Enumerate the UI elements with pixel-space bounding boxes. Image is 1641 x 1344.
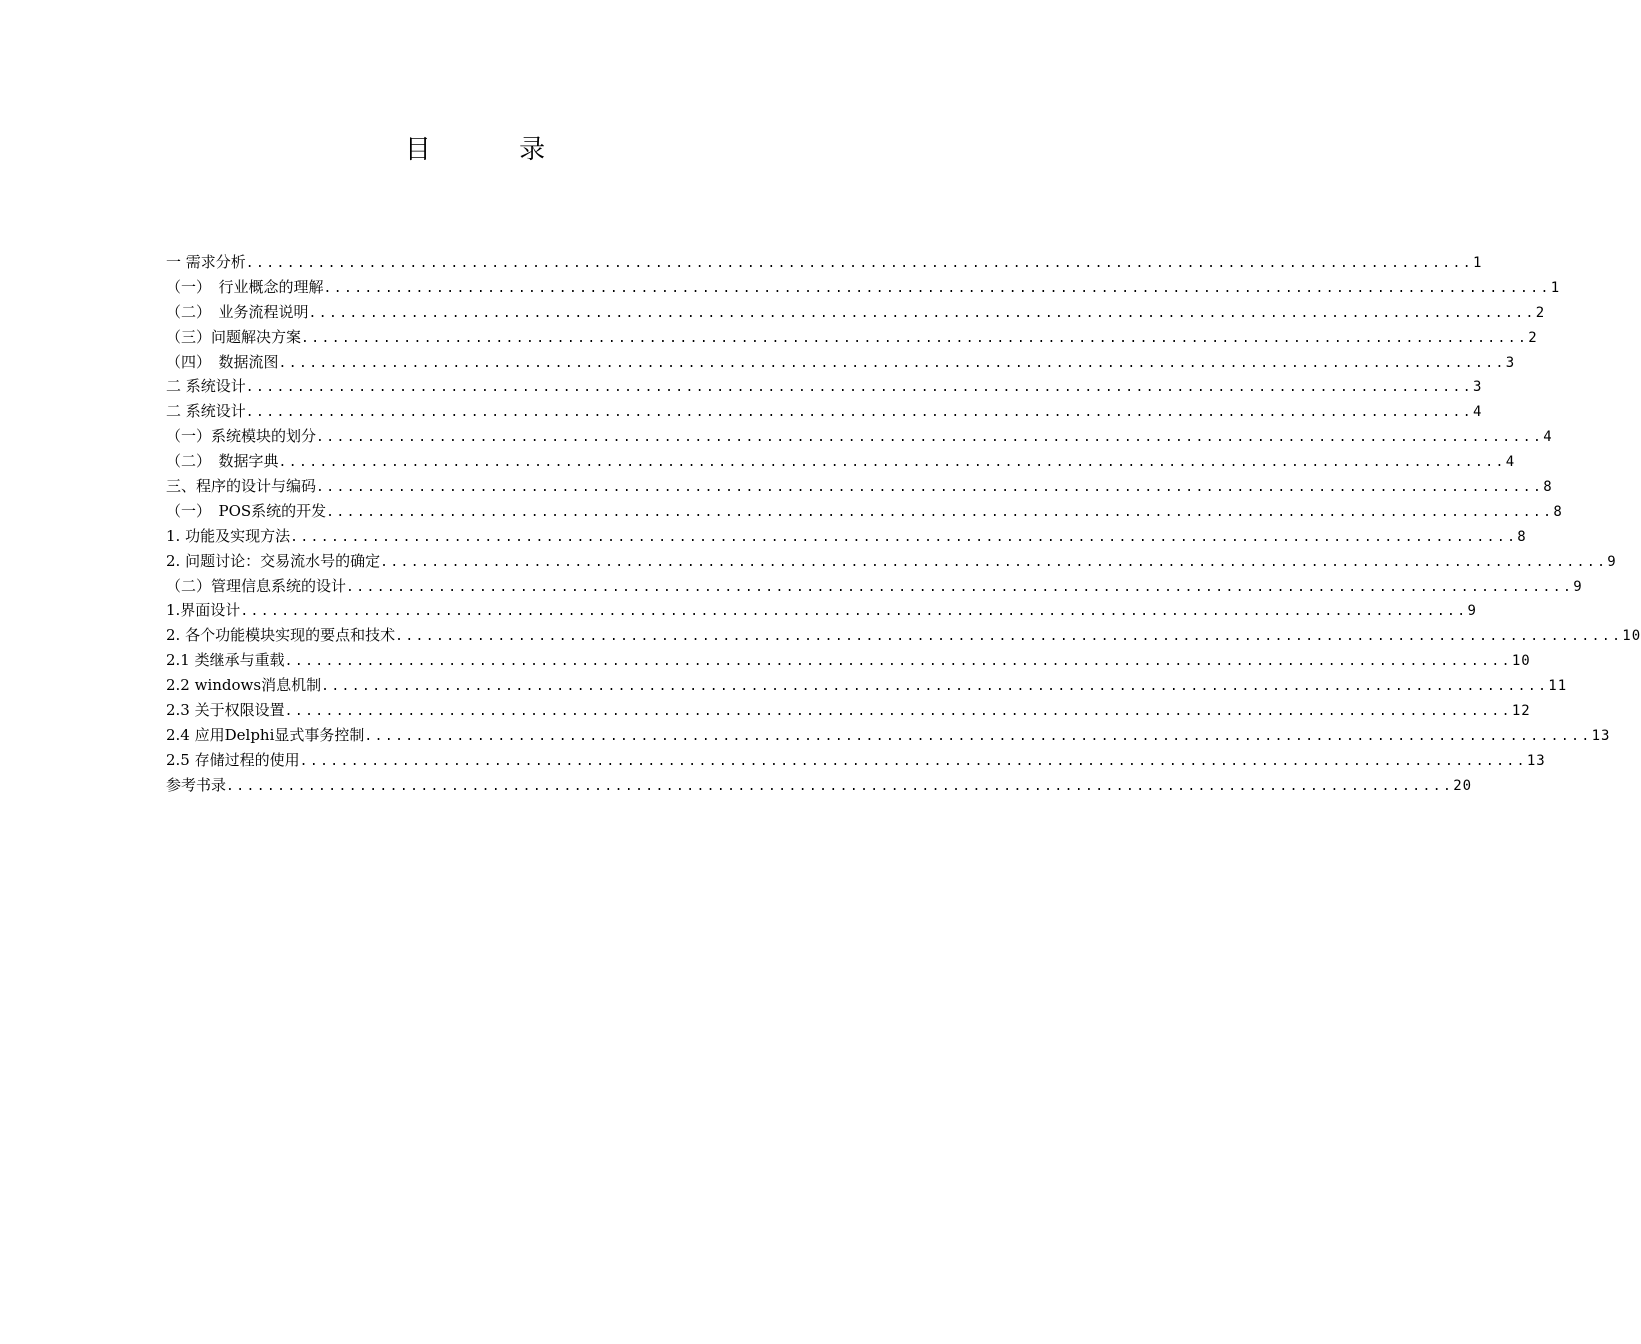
toc-entry-text: 二 系统设计 bbox=[166, 377, 246, 396]
toc-entry[interactable] bbox=[166, 474, 1553, 499]
toc-entry-text: 二 系统设计 bbox=[166, 402, 246, 421]
toc-entry-page-number: 2 bbox=[1535, 304, 1546, 321]
toc-leader-dots: ........................................................................................................................ bbox=[226, 778, 1454, 794]
toc-entry[interactable] bbox=[166, 449, 1516, 474]
toc-leader-dots: ........................................................................................................................ bbox=[321, 679, 1549, 695]
toc-entry-page-number: 13 bbox=[1591, 727, 1611, 744]
toc-entry[interactable] bbox=[166, 399, 1483, 424]
toc-leader-dots: ........................................................................................................................ bbox=[316, 480, 1544, 496]
toc-entry-page-number: 13 bbox=[1526, 752, 1546, 769]
toc-entry-text: 一 需求分析 bbox=[166, 253, 246, 271]
toc-leader-dots: ........................................................................................................................ bbox=[346, 579, 1574, 595]
toc-entry-text: 2.2 windows消息机制 bbox=[166, 676, 322, 695]
toc-leader-dots: ........................................................................................................................ bbox=[245, 405, 1473, 421]
toc-entry[interactable] bbox=[166, 574, 1583, 599]
toc-entry[interactable] bbox=[166, 325, 1538, 350]
toc-entry[interactable] bbox=[166, 300, 1546, 325]
toc-entry-page-number: 4 bbox=[1505, 454, 1516, 471]
toc-entry-text: 2.1 类继承与重载 bbox=[166, 651, 285, 670]
toc-leader-dots: ........................................................................................................................ bbox=[245, 256, 1473, 271]
toc-entry[interactable] bbox=[166, 524, 1527, 549]
toc-entry-page-number: 1 bbox=[1472, 255, 1483, 271]
toc-entry-text: （一） 行业概念的理解 bbox=[166, 277, 324, 296]
toc-leader-dots: ........................................................................................................................ bbox=[380, 554, 1608, 570]
toc-entry-page-number: 4 bbox=[1543, 429, 1553, 446]
toc-entry-text: （三）问题解决方案 bbox=[166, 327, 302, 346]
toc-entry-page-number: 3 bbox=[1472, 379, 1483, 396]
toc-entry-page-number: 9 bbox=[1607, 553, 1617, 570]
toc-entry-text: 参考书录 bbox=[166, 775, 227, 794]
toc-leader-dots: ........................................................................................................................ bbox=[364, 728, 1592, 744]
toc-entry[interactable] bbox=[166, 350, 1516, 375]
toc-entry-page-number: 20 bbox=[1453, 777, 1473, 794]
toc-entry-page-number: 3 bbox=[1505, 354, 1516, 371]
toc-leader-dots: ........................................................................................................................ bbox=[323, 280, 1551, 296]
toc-entry-text: 2. 各个功能模块实现的要点和技术 bbox=[166, 626, 396, 645]
toc-entry-text: 2. 问题讨论：交易流水号的确定 bbox=[166, 551, 381, 570]
toc-entry-page-number: 9 bbox=[1467, 603, 1477, 620]
toc-entry[interactable] bbox=[166, 374, 1483, 399]
toc-entry-page-number: 4 bbox=[1472, 404, 1483, 421]
toc-leader-dots: ........................................................................................................................ bbox=[240, 604, 1468, 620]
toc-leader-dots: ........................................................................................................................ bbox=[326, 504, 1554, 520]
toc-entry-page-number: 10 bbox=[1511, 653, 1531, 670]
toc-entry[interactable] bbox=[166, 424, 1553, 449]
toc-title: 目 录 bbox=[404, 135, 586, 165]
toc-entry-text: （四） 数据流图 bbox=[166, 352, 279, 371]
toc-entry[interactable] bbox=[166, 673, 1568, 698]
toc-entry-text: 2.3 关于权限设置 bbox=[166, 701, 285, 720]
toc-entry[interactable] bbox=[166, 773, 1473, 798]
toc-entry-page-number: 8 bbox=[1543, 479, 1553, 496]
toc-entry[interactable] bbox=[166, 698, 1531, 723]
toc-entry[interactable] bbox=[166, 499, 1563, 524]
toc-entry-page-number: 8 bbox=[1553, 503, 1563, 520]
toc-list bbox=[166, 250, 1641, 798]
toc-entry[interactable] bbox=[166, 623, 1641, 648]
toc-entry-page-number: 11 bbox=[1548, 678, 1568, 695]
toc-entry[interactable] bbox=[166, 748, 1546, 773]
toc-leader-dots: ........................................................................................................................ bbox=[290, 529, 1518, 545]
toc-entry-text: 三、程序的设计与编码 bbox=[166, 477, 317, 496]
toc-entry-page-number: 8 bbox=[1517, 528, 1527, 545]
toc-entry[interactable] bbox=[166, 549, 1617, 574]
toc-entry[interactable] bbox=[166, 275, 1561, 300]
toc-entry-text: （二） 数据字典 bbox=[166, 452, 279, 471]
toc-leader-dots: ........................................................................................................................ bbox=[278, 455, 1506, 471]
toc-entry[interactable] bbox=[166, 723, 1611, 748]
toc-entry-page-number: 10 bbox=[1622, 628, 1641, 645]
toc-entry-page-number: 12 bbox=[1511, 703, 1531, 720]
toc-leader-dots: ........................................................................................................................ bbox=[278, 355, 1506, 371]
toc-entry[interactable] bbox=[166, 250, 1483, 275]
toc-entry-page-number: 2 bbox=[1528, 329, 1538, 346]
toc-leader-dots: ........................................................................................................................ bbox=[245, 380, 1473, 396]
toc-leader-dots: ........................................................................................................................ bbox=[395, 629, 1623, 645]
toc-entry-text: 1.界面设计 bbox=[166, 601, 241, 620]
toc-entry-text: （二）管理信息系统的设计 bbox=[166, 576, 347, 595]
toc-entry-text: 1. 功能及实现方法 bbox=[166, 526, 291, 545]
toc-entry[interactable] bbox=[166, 648, 1531, 673]
toc-entry-text: （二） 业务流程说明 bbox=[166, 302, 309, 321]
toc-leader-dots: ........................................................................................................................ bbox=[301, 330, 1529, 346]
toc-leader-dots: ........................................................................................................................ bbox=[284, 654, 1512, 670]
toc-entry-text: （一） POS系统的开发 bbox=[166, 501, 327, 520]
toc-entry[interactable] bbox=[166, 598, 1477, 623]
toc-leader-dots: ........................................................................................................................ bbox=[316, 430, 1544, 446]
toc-entry-page-number: 9 bbox=[1573, 578, 1583, 595]
toc-leader-dots: ........................................................................................................................ bbox=[299, 753, 1527, 769]
toc-leader-dots: ........................................................................................................................ bbox=[308, 305, 1536, 321]
toc-entry-text: （一）系统模块的划分 bbox=[166, 427, 317, 446]
toc-leader-dots: ........................................................................................................................ bbox=[284, 704, 1512, 720]
toc-entry-page-number: 1 bbox=[1550, 279, 1561, 296]
toc-entry-text: 2.4 应用Delphi显式事务控制 bbox=[166, 725, 365, 744]
toc-entry-text: 2.5 存储过程的使用 bbox=[166, 750, 300, 769]
